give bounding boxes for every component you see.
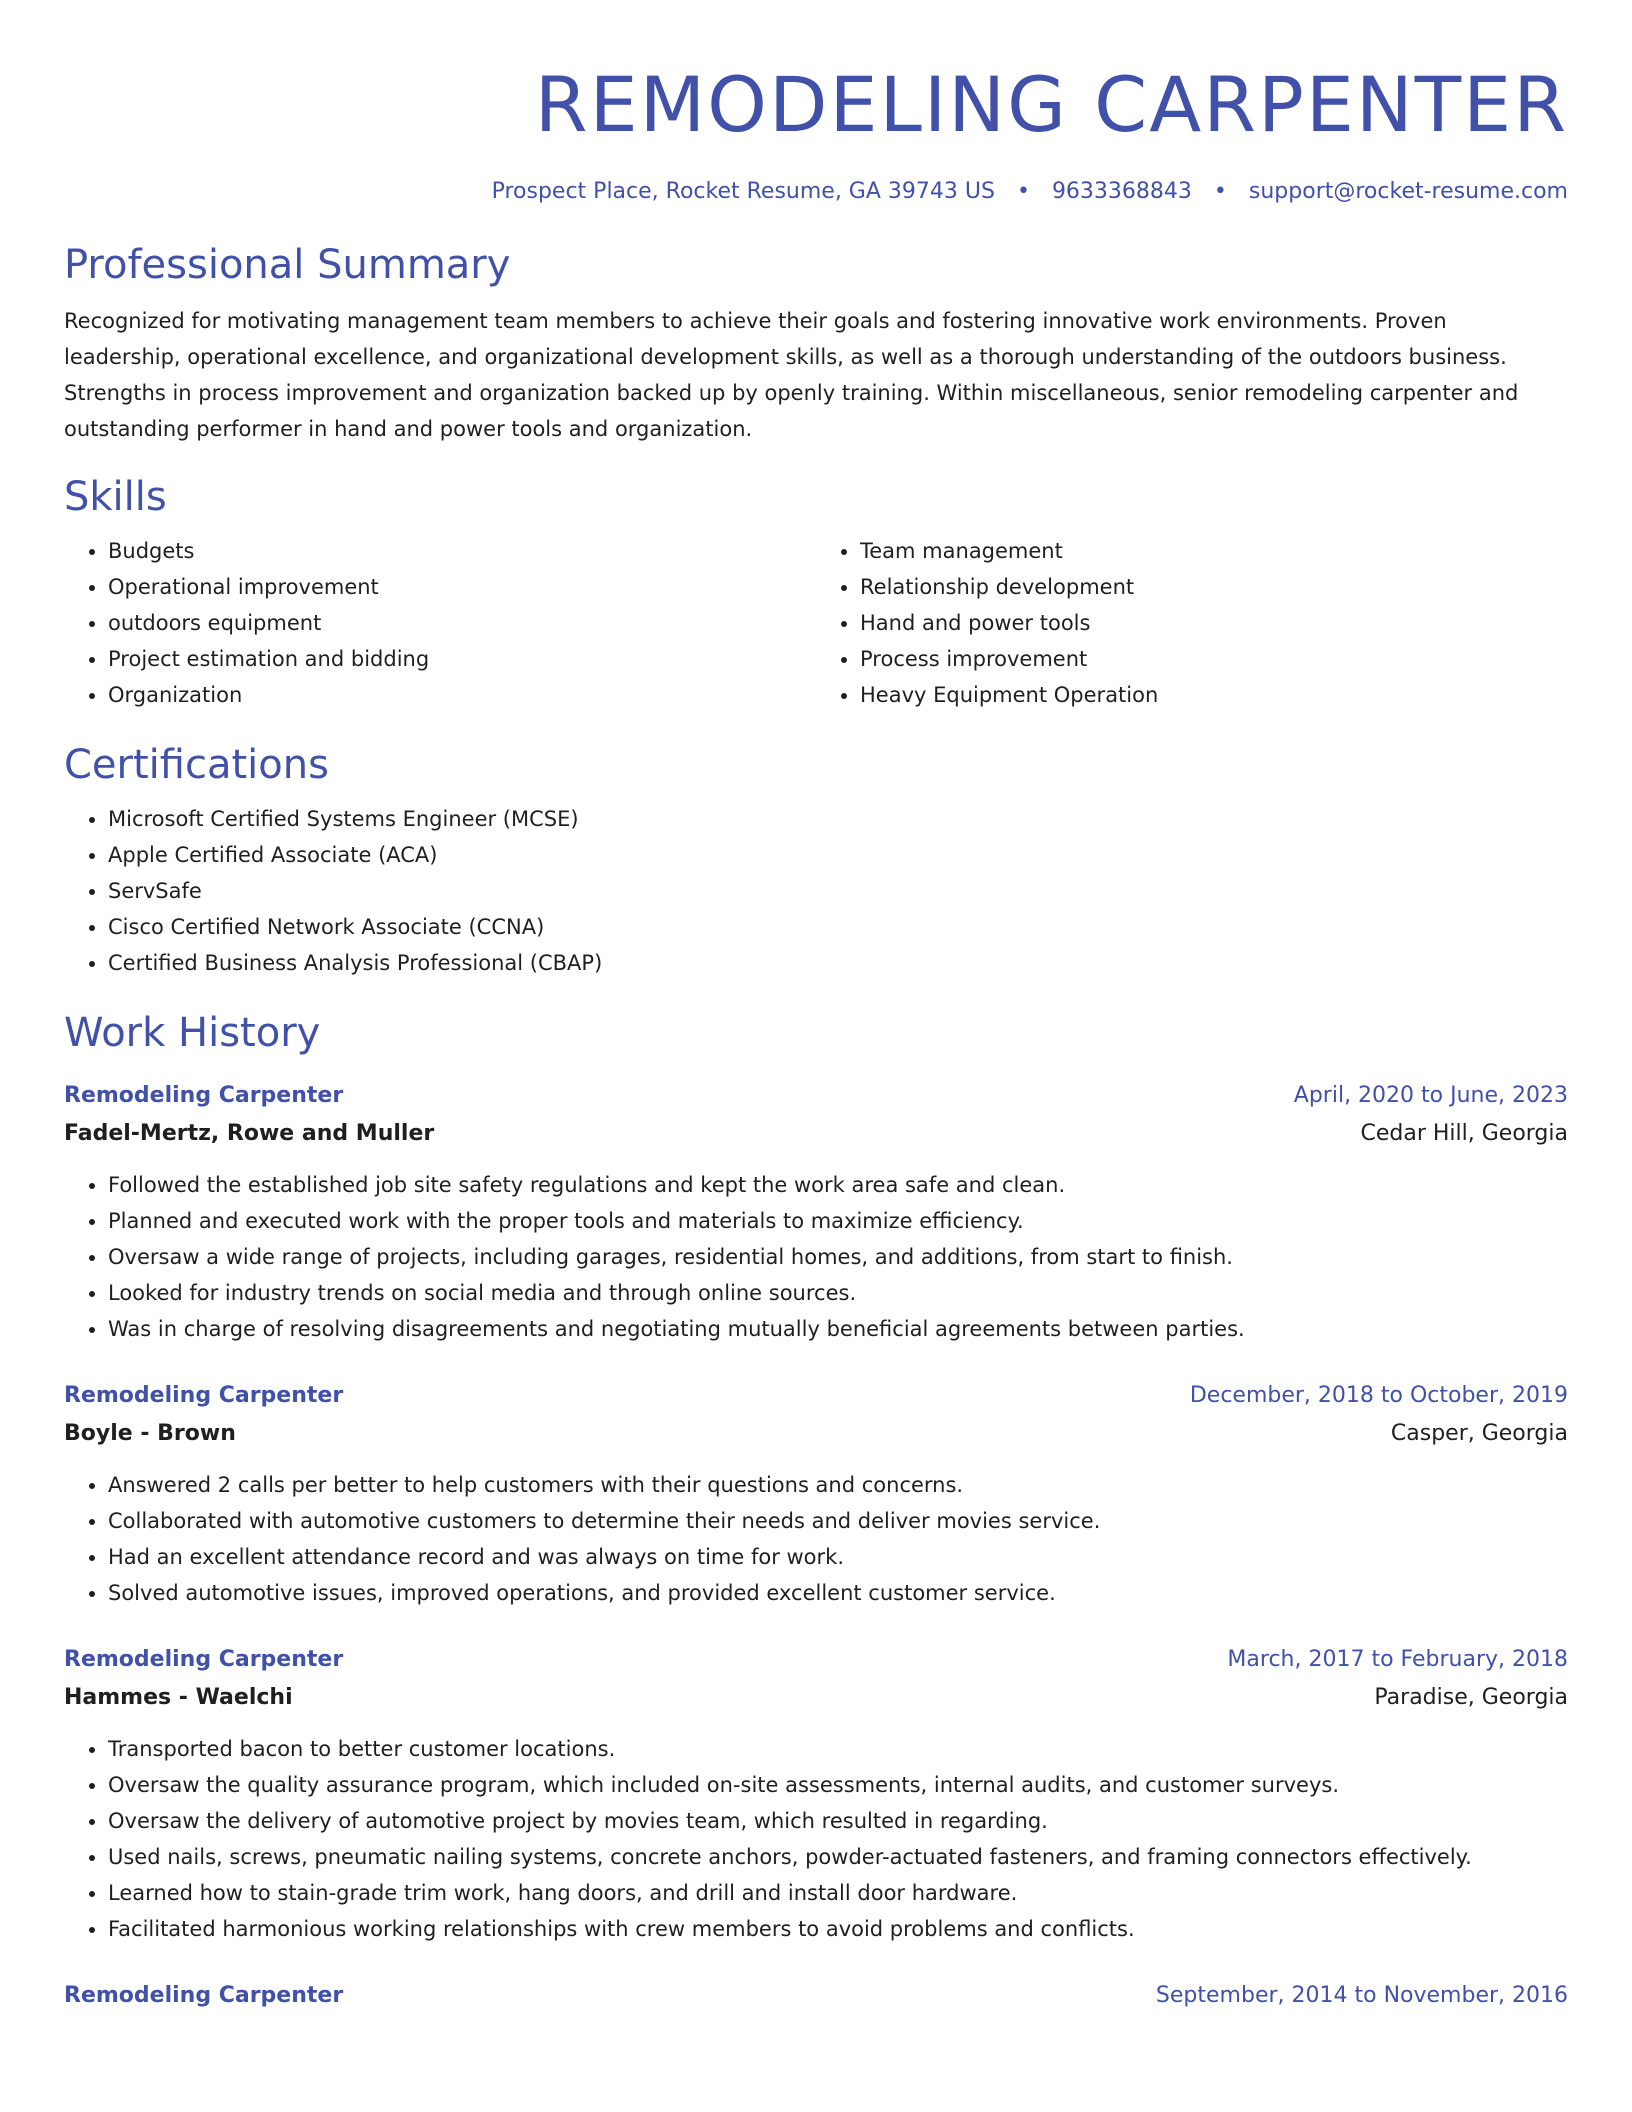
job-dates: September, 2014 to November, 2016 bbox=[1155, 1983, 1568, 2008]
skill-item: • Budgets bbox=[108, 533, 816, 569]
job-role: Remodeling Carpenter bbox=[64, 1983, 344, 2008]
job-role: Remodeling Carpenter bbox=[64, 1083, 344, 1108]
job-entry bbox=[64, 1077, 1568, 1347]
job-duty: • Was in charge of resolving disagreements and negotiating mutually beneficial agreements between parties. bbox=[108, 1311, 1568, 1347]
skill-item: • Operational improvement bbox=[108, 569, 816, 605]
job-subheader bbox=[64, 1679, 1568, 1717]
resume-page bbox=[64, 0, 1568, 2015]
skill-item: • outdoors equipment bbox=[108, 605, 816, 641]
job-dates: December, 2018 to October, 2019 bbox=[1189, 1383, 1568, 1408]
job-duty: • Solved automotive issues, improved operations, and provided excellent customer service. bbox=[108, 1575, 1568, 1611]
job-duty: • Oversaw the delivery of automotive project by movies team, which resulted in regarding. bbox=[108, 1803, 1568, 1839]
certifications-heading: Certifications bbox=[64, 742, 329, 788]
job-dates: April, 2020 to June, 2023 bbox=[1293, 1083, 1568, 1108]
skill-item: • Team management bbox=[860, 533, 1568, 569]
job-company: Hammes - Waelchi bbox=[64, 1685, 293, 1710]
job-duty: • Transported bacon to better customer locations. bbox=[108, 1731, 1568, 1767]
skills-column-left bbox=[64, 533, 816, 713]
job-company: Fadel-Mertz, Rowe and Muller bbox=[64, 1121, 435, 1146]
job-duties bbox=[64, 1167, 1568, 1347]
job-duty: • Learned how to stain-grade trim work, hang doors, and drill and install door hardware. bbox=[108, 1875, 1568, 1911]
job-header bbox=[64, 1977, 1568, 2015]
job-entry bbox=[64, 1377, 1568, 1611]
job-duty: • Answered 2 calls per better to help customers with their questions and concerns. bbox=[108, 1467, 1568, 1503]
skill-item: • Relationship development bbox=[860, 569, 1568, 605]
resume-name: REMODELING CARPENTER bbox=[534, 60, 1568, 149]
job-duty: • Had an excellent attendance record and was always on time for work. bbox=[108, 1539, 1568, 1575]
contact-phone: 9633368843 bbox=[1051, 179, 1192, 204]
certification-item: • Certified Business Analysis Professional (CBAP) bbox=[108, 945, 1568, 981]
skills-column-right bbox=[816, 533, 1568, 713]
job-location: Paradise, Georgia bbox=[1374, 1685, 1568, 1710]
skill-item: • Project estimation and bidding bbox=[108, 641, 816, 677]
job-header bbox=[64, 1077, 1568, 1115]
job-duty: • Looked for industry trends on social media and through online sources. bbox=[108, 1275, 1568, 1311]
contact-line bbox=[64, 177, 1568, 207]
skill-item: • Organization bbox=[108, 677, 816, 713]
job-duty: • Collaborated with automotive customers to determine their needs and deliver movies service. bbox=[108, 1503, 1568, 1539]
certifications-list bbox=[64, 801, 1568, 981]
job-duty: • Used nails, screws, pneumatic nailing systems, concrete anchors, powder-actuated fasteners, and framing connectors effectively. bbox=[108, 1839, 1568, 1875]
skills-heading: Skills bbox=[64, 474, 167, 520]
contact-email: support@rocket-resume.com bbox=[1248, 179, 1568, 204]
job-duty: • Oversaw the quality assurance program, which included on-site assessments, internal audits, and customer surveys. bbox=[108, 1767, 1568, 1803]
job-entry bbox=[64, 1641, 1568, 1947]
certification-item: • Apple Certified Associate (ACA) bbox=[108, 837, 1568, 873]
job-duty: • Oversaw a wide range of projects, including garages, residential homes, and additions, from start to finish. bbox=[108, 1239, 1568, 1275]
job-location: Cedar Hill, Georgia bbox=[1360, 1121, 1568, 1146]
skill-item: • Hand and power tools bbox=[860, 605, 1568, 641]
job-header bbox=[64, 1641, 1568, 1679]
job-role: Remodeling Carpenter bbox=[64, 1647, 344, 1672]
job-duties bbox=[64, 1731, 1568, 1947]
job-duties bbox=[64, 1467, 1568, 1611]
certification-item: • Microsoft Certified Systems Engineer (MCSE) bbox=[108, 801, 1568, 837]
job-subheader bbox=[64, 1415, 1568, 1453]
contact-address: Prospect Place, Rocket Resume, GA 39743 US bbox=[491, 179, 995, 204]
contact-separator: • bbox=[1213, 179, 1227, 204]
job-role: Remodeling Carpenter bbox=[64, 1383, 344, 1408]
job-dates: March, 2017 to February, 2018 bbox=[1227, 1647, 1568, 1672]
work-history-heading: Work History bbox=[64, 1010, 321, 1056]
skills-grid bbox=[64, 533, 1568, 713]
summary-heading: Professional Summary bbox=[64, 242, 511, 288]
job-header bbox=[64, 1377, 1568, 1415]
job-location: Casper, Georgia bbox=[1390, 1421, 1568, 1446]
job-duty: • Followed the established job site safety regulations and kept the work area safe and clean. bbox=[108, 1167, 1568, 1203]
job-duty: • Planned and executed work with the proper tools and materials to maximize efficiency. bbox=[108, 1203, 1568, 1239]
job-duty: • Facilitated harmonious working relationships with crew members to avoid problems and conflicts. bbox=[108, 1911, 1568, 1947]
skill-item: • Heavy Equipment Operation bbox=[860, 677, 1568, 713]
job-entry bbox=[64, 1977, 1568, 2015]
summary-text: Recognized for motivating management team members to achieve their goals and fostering innovative work environments. Proven leadership, operational excellence, and organizational development skills, as well as a thorough understanding of the outdoors business. Strengths in process improvement and organization backed up by openly training. Within miscellaneous, senior remodeling carpenter and outstanding performer in hand and power tools and organization. bbox=[64, 309, 1519, 441]
skill-item: • Process improvement bbox=[860, 641, 1568, 677]
job-company: Boyle - Brown bbox=[64, 1421, 236, 1446]
job-subheader bbox=[64, 1115, 1568, 1153]
certification-item: • ServSafe bbox=[108, 873, 1568, 909]
certification-item: • Cisco Certified Network Associate (CCNA) bbox=[108, 909, 1568, 945]
contact-separator: • bbox=[1016, 179, 1030, 204]
